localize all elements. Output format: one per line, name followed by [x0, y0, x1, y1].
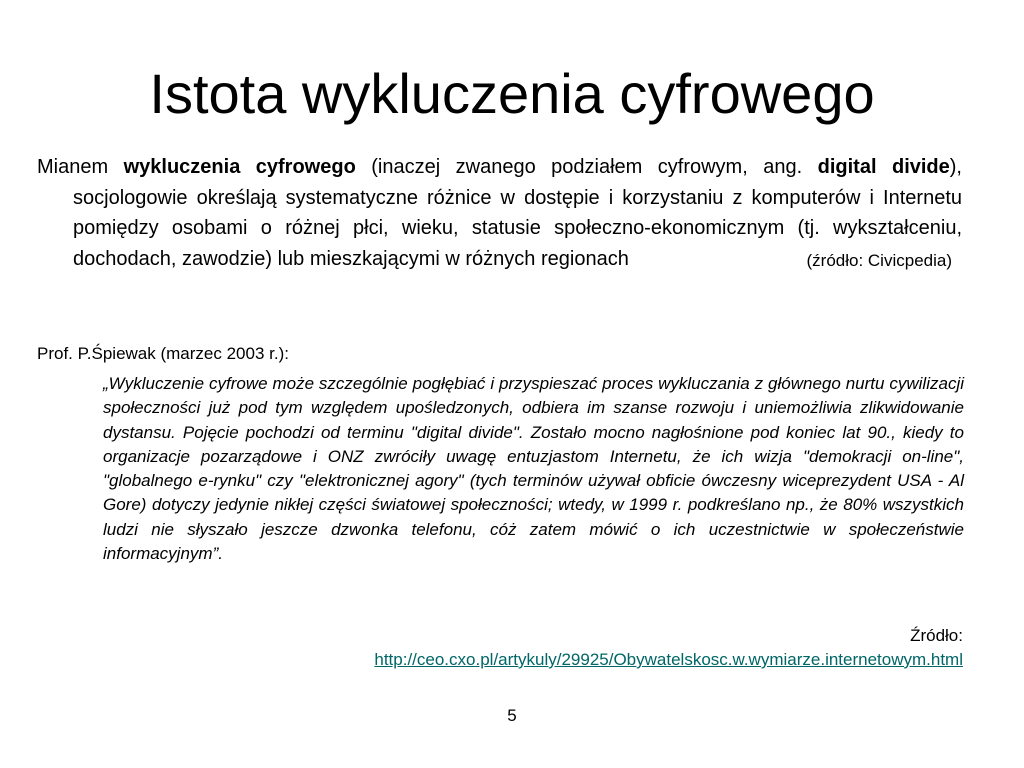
definition-text-1: Mianem	[37, 156, 124, 178]
quote-source	[143, 624, 963, 672]
definition-text-2: (inaczej zwanego podziałem cyfrowym, ang.	[355, 156, 818, 178]
definition-paragraph	[37, 152, 962, 276]
quote-text: „Wykluczenie cyfrowe może szczególnie pogłębiać i przyspieszać proces wykluczania z głównego nurtu cywilizacji społeczności już pod tym względem upośledzonych, odbiera im szanse rozwoju i uniemożliwia zlikwidowanie dystansu. Pojęcie pochodzi od terminu "digital divide". Zostało mocno nagłośnione pod koniec lat 90., kiedy to organizacje pozarządowe i ONZ zwróciły uwagę entuzjastom Internetu, że ich wizja "demokracji on-line", "globalnego e-rynku" czy "elektronicznej agory" (tych terminów używał obficie ówczesny wiceprezydent USA - Al Gore) dotyczy jedynie nikłej części światowej społeczności; wtedy, w 1999 r. podkreślano np., że 80% wszystkich ludzi nie słyszało jeszcze dzwonka telefonu, cóż zatem mówić o ich uczestnictwie w społeczeństwie informacyjnym”.	[103, 374, 964, 564]
page-number: 5	[507, 706, 517, 725]
quote-author: Prof. P.Śpiewak (marzec 2003 r.):	[37, 344, 289, 363]
definition-term: wykluczenia cyfrowego	[123, 156, 356, 178]
quote-source-link[interactable]: http://ceo.cxo.pl/artykuly/29925/Obywatelskosc.w.wymiarze.internetowym.html	[374, 650, 963, 669]
definition-term-english: digital divide	[817, 156, 950, 178]
quote-source-label: Źródło:	[910, 626, 963, 645]
slide-title: Istota wykluczenia cyfrowego	[149, 62, 875, 125]
definition-text-3: ), socjologowie określają systematyczne różnice w dostępie i korzystaniu z komputerów i Internetu pomiędzy osobami o różnej płci, wieku, statusie społeczno-ekonomicznym (tj. wykształceniu, dochodach, zawodzie) lub mieszkającymi w różnych regionach	[73, 156, 962, 270]
definition-source: (źródło: Civicpedia)	[806, 250, 952, 270]
